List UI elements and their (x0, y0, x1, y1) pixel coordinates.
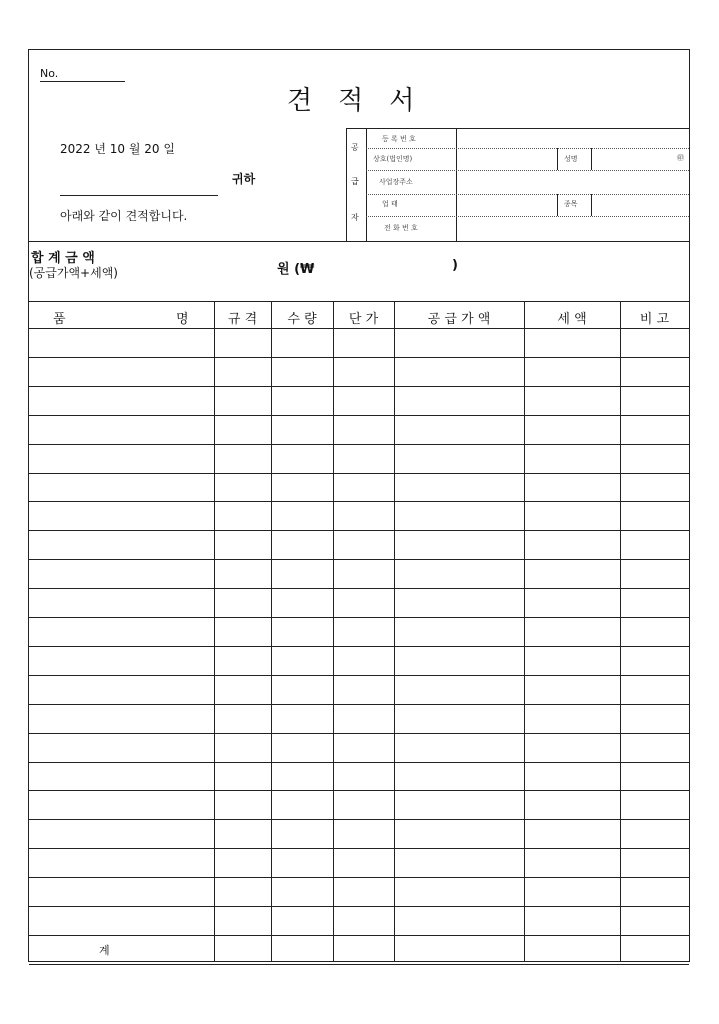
table-row-divider (29, 357, 689, 358)
supplier-address-label: 사업장주소 (379, 178, 413, 186)
table-row-divider (29, 473, 689, 474)
total-amount-label: 합 계 금 액 (31, 251, 95, 266)
recipient-line (60, 195, 218, 196)
col-divider-remarks (620, 301, 621, 962)
document-number-label: No. (40, 67, 59, 80)
table-row-divider (29, 877, 689, 878)
table-row-divider (29, 444, 689, 445)
supplier-row-divider-3 (366, 194, 689, 195)
total-currency-close: ) (452, 258, 458, 273)
table-row-divider (29, 935, 689, 936)
table-row-divider (29, 386, 689, 387)
table-row-divider (29, 790, 689, 791)
title-char-2: 적 (338, 86, 366, 116)
total-currency-open: 원 (₩ (277, 262, 315, 277)
header-item-name-right: 명 (176, 312, 189, 327)
seal-mark: ㊞ (677, 154, 684, 162)
total-amount-sublabel: (공급가액+세액) (29, 266, 118, 280)
title-char-1: 견 (287, 86, 315, 116)
col-divider-qty (271, 301, 272, 962)
header-remarks: 비 고 (639, 312, 670, 327)
supplier-side-char-3: 자 (351, 213, 359, 222)
supplier-side-char-2: 급 (351, 177, 359, 186)
col-divider-unit-price (333, 301, 334, 962)
quotation-form (28, 49, 690, 962)
header-spec: 규 격 (227, 312, 258, 327)
table-row-divider (29, 646, 689, 647)
table-row-divider (29, 617, 689, 618)
header-unit-price: 단 가 (348, 312, 379, 327)
supplier-label-divider (456, 128, 457, 241)
supplier-row-divider-1 (366, 148, 689, 149)
col-divider-tax (524, 301, 525, 962)
table-row-divider (29, 704, 689, 705)
document-number-line (40, 81, 125, 82)
supplier-registration-label: 등 록 번 호 (382, 135, 416, 143)
table-row-divider (29, 906, 689, 907)
supplier-item-divider-2 (591, 194, 592, 216)
supplier-phone-label: 전 화 번 호 (384, 224, 418, 232)
document-title (287, 80, 416, 117)
supplier-box-left (346, 128, 347, 241)
supplier-row-divider-4 (366, 216, 689, 217)
supplier-item-divider (557, 194, 558, 216)
table-row-divider (29, 559, 689, 560)
col-divider-spec (214, 301, 215, 962)
supplier-name-label: 성명 (564, 155, 578, 163)
table-row-divider (29, 848, 689, 849)
table-row-divider (29, 530, 689, 531)
supplier-name-divider-2 (591, 148, 592, 170)
header-supply-amount: 공 급 가 액 (427, 312, 491, 327)
title-char-3: 서 (389, 86, 417, 116)
table-row-divider (29, 415, 689, 416)
total-row-label: 계 (99, 944, 110, 957)
table-header-bottom (29, 328, 689, 329)
col-divider-supply-amount (394, 301, 395, 962)
table-top-border (29, 301, 689, 302)
issue-date: 2022 년 10 월 20 일 (60, 142, 175, 156)
estimate-notice: 아래와 같이 견적합니다. (60, 209, 188, 223)
supplier-row-divider-2 (366, 170, 689, 171)
table-row-divider (29, 733, 689, 734)
header-item-name-left: 품 (53, 312, 66, 327)
supplier-business-type-label: 업 태 (382, 200, 398, 208)
table-row-divider (29, 501, 689, 502)
table-row-divider (29, 964, 689, 965)
supplier-name-divider (557, 148, 558, 170)
header-quantity: 수 량 (287, 312, 317, 327)
supplier-box-top (346, 128, 689, 129)
supplier-business-item-label: 종목 (564, 200, 578, 208)
supplier-company-label: 상호(법인명) (373, 155, 413, 163)
table-row-divider (29, 588, 689, 589)
total-section-top (29, 241, 689, 242)
supplier-side-char-1: 공 (351, 143, 359, 152)
table-row-divider (29, 762, 689, 763)
recipient-suffix: 귀하 (232, 172, 256, 186)
header-tax: 세 액 (557, 312, 587, 327)
supplier-side-divider (366, 128, 367, 241)
table-row-divider (29, 675, 689, 676)
table-row-divider (29, 819, 689, 820)
